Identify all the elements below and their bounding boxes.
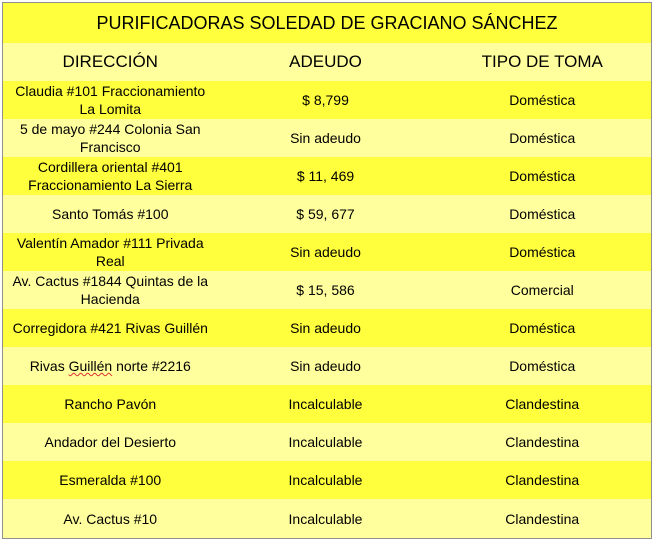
cell-tipo: Clandestina — [434, 499, 652, 539]
table-row — [3, 119, 652, 157]
cell-direccion — [3, 347, 218, 385]
cell-tipo: Doméstica — [434, 119, 652, 157]
table-row — [3, 271, 652, 309]
cell-adeudo: Sin adeudo — [218, 347, 434, 385]
cell-tipo: Doméstica — [434, 157, 652, 195]
cell-direccion: Valentín Amador #111 Privada Real — [3, 233, 218, 271]
table-row — [3, 385, 652, 423]
table-row — [3, 233, 652, 271]
cell-tipo: Doméstica — [434, 309, 652, 347]
cell-adeudo: Incalculable — [218, 461, 434, 499]
header-adeudo: ADEUDO — [218, 43, 434, 81]
cell-direccion: Av. Cactus #1844 Quintas de la Hacienda — [3, 271, 218, 309]
cell-direccion: Claudia #101 Fraccionamiento La Lomita — [3, 81, 218, 119]
cell-adeudo: $ 11, 469 — [218, 157, 434, 195]
cell-adeudo: Incalculable — [218, 423, 434, 461]
cell-tipo: Comercial — [434, 271, 652, 309]
cell-tipo: Clandestina — [434, 423, 652, 461]
table-row — [3, 347, 652, 385]
cell-adeudo: Incalculable — [218, 499, 434, 539]
header-direccion: DIRECCIÓN — [3, 43, 218, 81]
table-row — [3, 309, 652, 347]
table-title: PURIFICADORAS SOLEDAD DE GRACIANO SÁNCHEZ — [3, 3, 652, 44]
cell-adeudo: Sin adeudo — [218, 233, 434, 271]
cell-direccion: Rancho Pavón — [3, 385, 218, 423]
cell-adeudo: $ 8,799 — [218, 81, 434, 119]
header-row — [3, 43, 652, 81]
direccion-text: Rivas — [29, 358, 69, 374]
direccion-text: norte #2216 — [112, 358, 191, 374]
cell-tipo: Clandestina — [434, 385, 652, 423]
table-row — [3, 423, 652, 461]
debt-table — [2, 2, 652, 539]
cell-direccion: Cordillera oriental #401 Fraccionamiento La Sierra — [3, 157, 218, 195]
cell-direccion: Corregidora #421 Rivas Guillén — [3, 309, 218, 347]
cell-adeudo: Sin adeudo — [218, 119, 434, 157]
spellcheck-flagged-word: Guillén — [68, 358, 113, 374]
cell-tipo: Doméstica — [434, 233, 652, 271]
table-row — [3, 157, 652, 195]
cell-direccion: Andador del Desierto — [3, 423, 218, 461]
cell-tipo: Doméstica — [434, 81, 652, 119]
cell-tipo: Clandestina — [434, 461, 652, 499]
header-tipo-de-toma: TIPO DE TOMA — [434, 43, 652, 81]
cell-direccion: Santo Tomás #100 — [3, 195, 218, 233]
title-row — [3, 3, 652, 44]
cell-direccion: Esmeralda #100 — [3, 461, 218, 499]
cell-tipo: Doméstica — [434, 195, 652, 233]
cell-tipo: Doméstica — [434, 347, 652, 385]
cell-adeudo: Sin adeudo — [218, 309, 434, 347]
cell-adeudo: $ 15, 586 — [218, 271, 434, 309]
document-page — [2, 2, 651, 539]
table-row — [3, 195, 652, 233]
cell-adeudo: Incalculable — [218, 385, 434, 423]
cell-direccion: 5 de mayo #244 Colonia San Francisco — [3, 119, 218, 157]
cell-direccion: Av. Cactus #10 — [3, 499, 218, 539]
table-row — [3, 499, 652, 539]
cell-adeudo: $ 59, 677 — [218, 195, 434, 233]
table-row — [3, 81, 652, 119]
table-row — [3, 461, 652, 499]
